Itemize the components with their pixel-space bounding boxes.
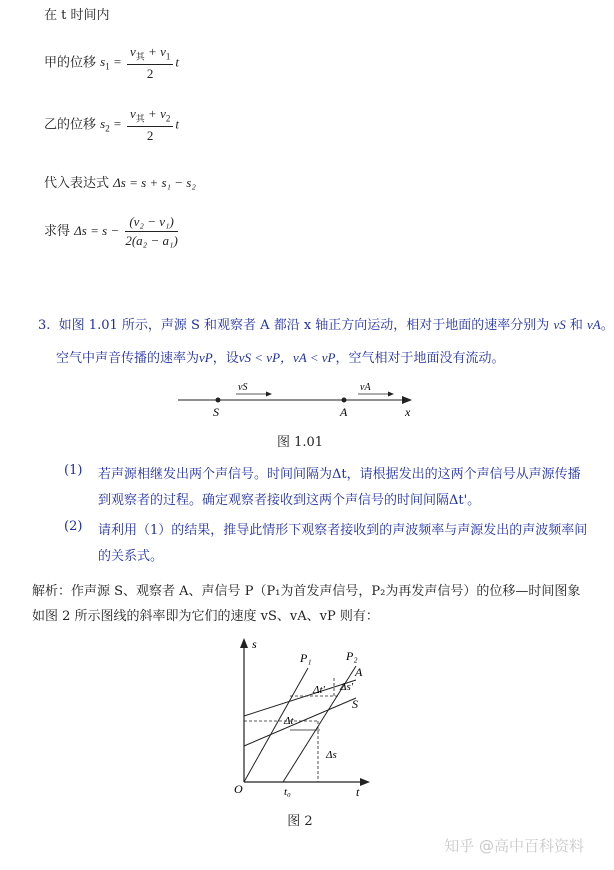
- jia-displacement-formula: 甲的位移 $s_1$ = $\frac{v_其 + v_1}{2}$ t: [44, 44, 179, 81]
- t-axis-label: t: [356, 785, 360, 799]
- t0-label: t₀: [284, 786, 291, 798]
- analysis-line1: 解析：作声源 S、观察者 A、声信号 P（P₁为首发声信号，P₂为再发声信号）的位移—时间图象: [32, 584, 581, 599]
- va-label: vA: [360, 382, 371, 393]
- a-point-label: A: [340, 405, 348, 419]
- s-axis-label: s: [252, 637, 257, 651]
- analysis-line2: 如图 2 所示图线的斜率即为它们的速度 vS、vA、vP 则有：: [32, 609, 379, 624]
- s-line-label: S: [352, 697, 358, 711]
- dt-label: Δt: [284, 715, 294, 727]
- question-2: (2) 请利用（1）的结果，推导此情形下观察者接收到的声波频率与声源发出的声波频率间: [64, 519, 588, 538]
- p1-line: [244, 668, 308, 782]
- ds-prime-label: Δs': [340, 681, 354, 693]
- source-s-dot: [216, 398, 221, 403]
- figure-1-01: [0, 376, 600, 436]
- origin-label: O: [234, 782, 243, 796]
- figure-1-01-caption: 图 1.01: [276, 435, 324, 450]
- result-expression: 求得 Δs = s − $\frac{\text{(v₂ − v₁)}}{\text{2(a₂ − a₁)}}$: [44, 214, 178, 248]
- a-label: A: [355, 665, 363, 679]
- p1-label: P₁: [300, 651, 312, 665]
- s-point-label: S: [213, 405, 219, 419]
- yi-displacement-formula: 乙的位移 $s_2$ = $\frac{v_其 + v_2}{2}$ t: [44, 106, 179, 143]
- dt-prime-label: Δt': [313, 684, 325, 696]
- observer-a-dot: [342, 398, 347, 403]
- watermark: 知乎 @高中百科资料: [444, 837, 584, 855]
- question-1: (1) 若声源相继发出两个声信号。时间间隔为Δt，请根据发出的这两个声信号从声源传播: [64, 463, 581, 482]
- figure-2: [0, 636, 600, 806]
- question-2-cont: 的关系式。: [98, 549, 164, 564]
- question-1-cont: 到观察者的过程。确定观察者接收到这两个声信号的时间间隔Δt'。: [98, 493, 481, 508]
- figure-2-caption: 图 2: [287, 814, 313, 829]
- p2-label: P₂: [346, 649, 358, 663]
- vs-label: vS: [238, 382, 248, 393]
- x-axis-label: x: [405, 405, 411, 419]
- problem3-line1: 3. 如图 1.01 所示，声源 S 和观察者 A 都沿 x 轴正方向运动，相对于地面的速率分别为 vS 和 vA。: [38, 317, 614, 333]
- s-line: [244, 698, 356, 746]
- substitute-expression: 代入表达式 Δs = s + s₁ − s₂: [44, 175, 196, 191]
- problem3-line2: 空气中声音传播的速率为vP，设vS < vP，vA < vP，空气相对于地面没有流动。: [56, 350, 505, 366]
- ds-label: Δs: [326, 749, 337, 761]
- time-phrase: 在 t 时间内: [44, 8, 110, 23]
